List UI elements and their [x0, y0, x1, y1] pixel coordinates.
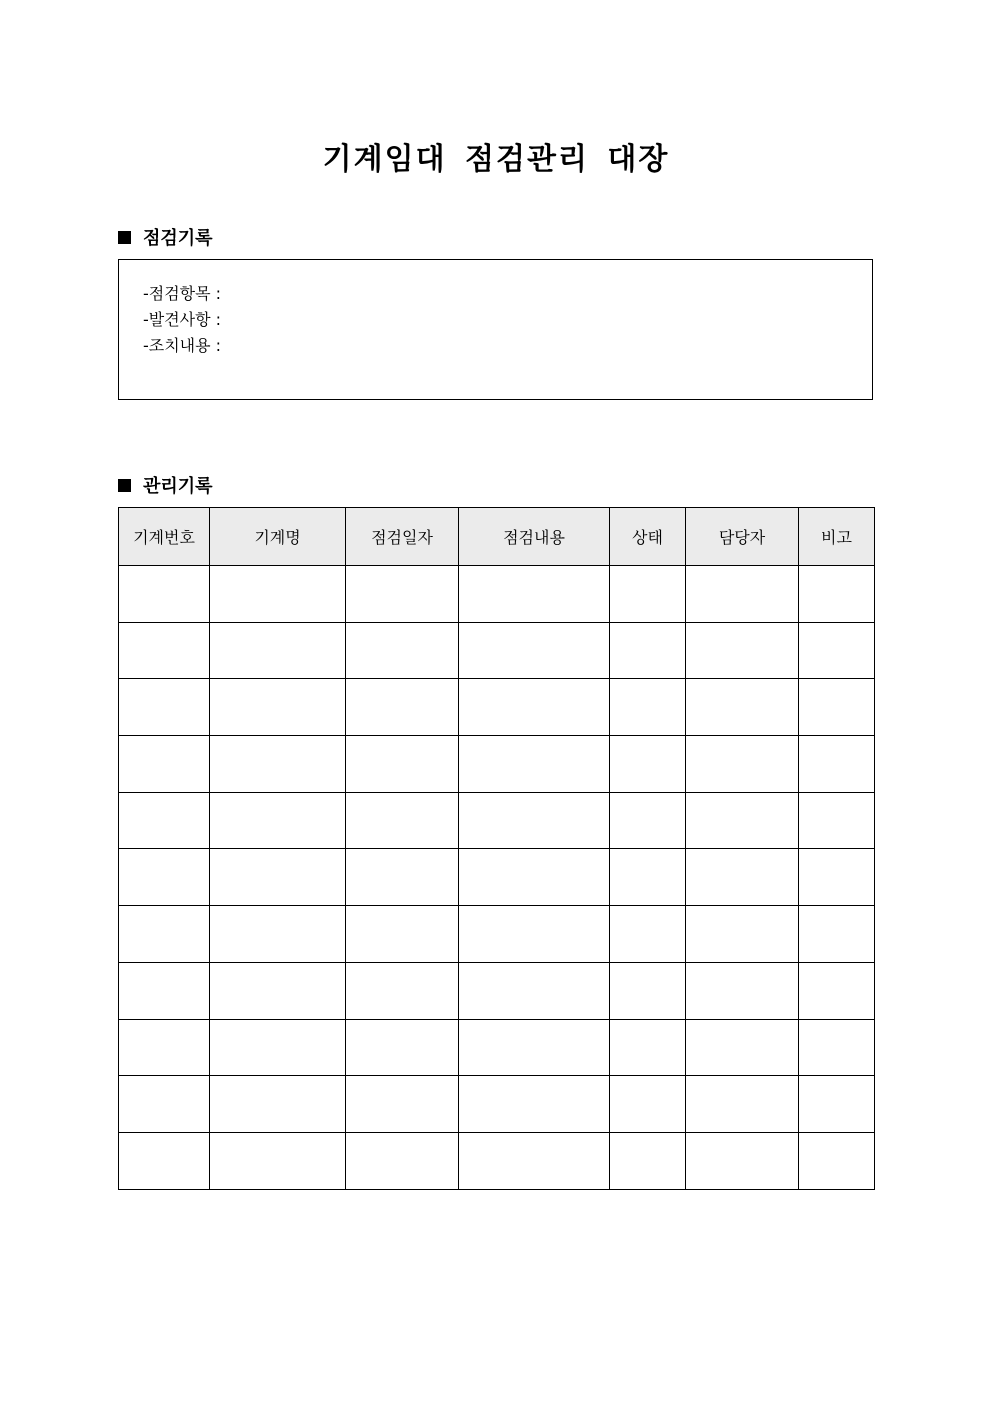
cell-status[interactable] [610, 679, 686, 736]
cell-remarks[interactable] [799, 849, 875, 906]
cell-inspection-date[interactable] [346, 736, 459, 793]
column-header-machine-number: 기계번호 [119, 508, 210, 566]
table-row [119, 1019, 875, 1076]
cell-machine-number[interactable] [119, 1076, 210, 1133]
cell-machine-name[interactable] [210, 622, 346, 679]
cell-remarks[interactable] [799, 792, 875, 849]
cell-machine-number[interactable] [119, 622, 210, 679]
cell-remarks[interactable] [799, 1076, 875, 1133]
cell-inspection-date[interactable] [346, 566, 459, 623]
cell-inspection-date[interactable] [346, 962, 459, 1019]
table-row [119, 1132, 875, 1189]
table-row [119, 962, 875, 1019]
cell-inspection-date[interactable] [346, 679, 459, 736]
cell-inspection-date[interactable] [346, 849, 459, 906]
inspection-item-field[interactable]: -점검항목 : [143, 284, 222, 303]
cell-remarks[interactable] [799, 736, 875, 793]
cell-status[interactable] [610, 849, 686, 906]
cell-inspection-details[interactable] [459, 622, 610, 679]
page-title: 기계임대 점검관리 대장 [322, 142, 670, 177]
table-row [119, 566, 875, 623]
cell-inspection-details[interactable] [459, 1019, 610, 1076]
cell-machine-name[interactable] [210, 849, 346, 906]
cell-machine-name[interactable] [210, 1132, 346, 1189]
inspection-section-heading [118, 224, 213, 250]
cell-machine-name[interactable] [210, 736, 346, 793]
table-row [119, 906, 875, 963]
findings-field[interactable]: -발견사항 : [143, 310, 222, 329]
cell-status[interactable] [610, 792, 686, 849]
cell-manager[interactable] [686, 679, 799, 736]
column-header-status: 상태 [610, 508, 686, 566]
cell-inspection-details[interactable] [459, 679, 610, 736]
cell-manager[interactable] [686, 566, 799, 623]
cell-manager[interactable] [686, 906, 799, 963]
column-header-inspection-details: 점검내용 [459, 508, 610, 566]
cell-machine-number[interactable] [119, 849, 210, 906]
cell-manager[interactable] [686, 792, 799, 849]
cell-inspection-details[interactable] [459, 792, 610, 849]
cell-inspection-details[interactable] [459, 736, 610, 793]
column-header-inspection-date: 점검일자 [346, 508, 459, 566]
cell-machine-number[interactable] [119, 906, 210, 963]
cell-status[interactable] [610, 962, 686, 1019]
cell-manager[interactable] [686, 962, 799, 1019]
cell-machine-name[interactable] [210, 1019, 346, 1076]
cell-machine-number[interactable] [119, 566, 210, 623]
cell-status[interactable] [610, 1019, 686, 1076]
cell-remarks[interactable] [799, 622, 875, 679]
cell-status[interactable] [610, 622, 686, 679]
cell-manager[interactable] [686, 1132, 799, 1189]
column-header-manager: 담당자 [686, 508, 799, 566]
management-section-heading [118, 472, 213, 498]
table-header-row [119, 508, 875, 566]
cell-inspection-details[interactable] [459, 1076, 610, 1133]
cell-manager[interactable] [686, 1019, 799, 1076]
cell-inspection-details[interactable] [459, 1132, 610, 1189]
cell-inspection-details[interactable] [459, 849, 610, 906]
cell-inspection-date[interactable] [346, 1132, 459, 1189]
cell-status[interactable] [610, 736, 686, 793]
cell-manager[interactable] [686, 1076, 799, 1133]
cell-remarks[interactable] [799, 906, 875, 963]
cell-inspection-details[interactable] [459, 962, 610, 1019]
column-header-machine-name: 기계명 [210, 508, 346, 566]
cell-remarks[interactable] [799, 1019, 875, 1076]
square-bullet-icon [118, 479, 131, 492]
cell-remarks[interactable] [799, 1132, 875, 1189]
cell-machine-name[interactable] [210, 1076, 346, 1133]
cell-manager[interactable] [686, 849, 799, 906]
cell-machine-name[interactable] [210, 962, 346, 1019]
cell-inspection-details[interactable] [459, 906, 610, 963]
cell-machine-number[interactable] [119, 736, 210, 793]
cell-machine-number[interactable] [119, 962, 210, 1019]
table-row [119, 1076, 875, 1133]
management-heading-label: 관리기록 [143, 476, 213, 497]
cell-remarks[interactable] [799, 962, 875, 1019]
cell-machine-number[interactable] [119, 1019, 210, 1076]
cell-inspection-date[interactable] [346, 906, 459, 963]
cell-remarks[interactable] [799, 566, 875, 623]
table-row [119, 736, 875, 793]
cell-status[interactable] [610, 906, 686, 963]
cell-machine-name[interactable] [210, 679, 346, 736]
action-taken-field[interactable]: -조치내용 : [143, 336, 222, 355]
inspection-heading-label: 점검기록 [143, 228, 213, 249]
cell-machine-name[interactable] [210, 566, 346, 623]
table-row [119, 622, 875, 679]
cell-machine-number[interactable] [119, 679, 210, 736]
cell-machine-name[interactable] [210, 792, 346, 849]
cell-manager[interactable] [686, 736, 799, 793]
cell-inspection-date[interactable] [346, 622, 459, 679]
table-row [119, 792, 875, 849]
cell-manager[interactable] [686, 622, 799, 679]
cell-status[interactable] [610, 1076, 686, 1133]
cell-machine-number[interactable] [119, 1132, 210, 1189]
table-row [119, 849, 875, 906]
cell-inspection-details[interactable] [459, 566, 610, 623]
cell-status[interactable] [610, 1132, 686, 1189]
cell-machine-name[interactable] [210, 906, 346, 963]
cell-status[interactable] [610, 566, 686, 623]
square-bullet-icon [118, 231, 131, 244]
cell-inspection-date[interactable] [346, 1076, 459, 1133]
cell-remarks[interactable] [799, 679, 875, 736]
cell-inspection-date[interactable] [346, 1019, 459, 1076]
cell-inspection-date[interactable] [346, 792, 459, 849]
management-table [118, 507, 875, 1190]
inspection-record-box [118, 259, 873, 400]
column-header-remarks: 비고 [799, 508, 875, 566]
cell-machine-number[interactable] [119, 792, 210, 849]
table-row [119, 679, 875, 736]
